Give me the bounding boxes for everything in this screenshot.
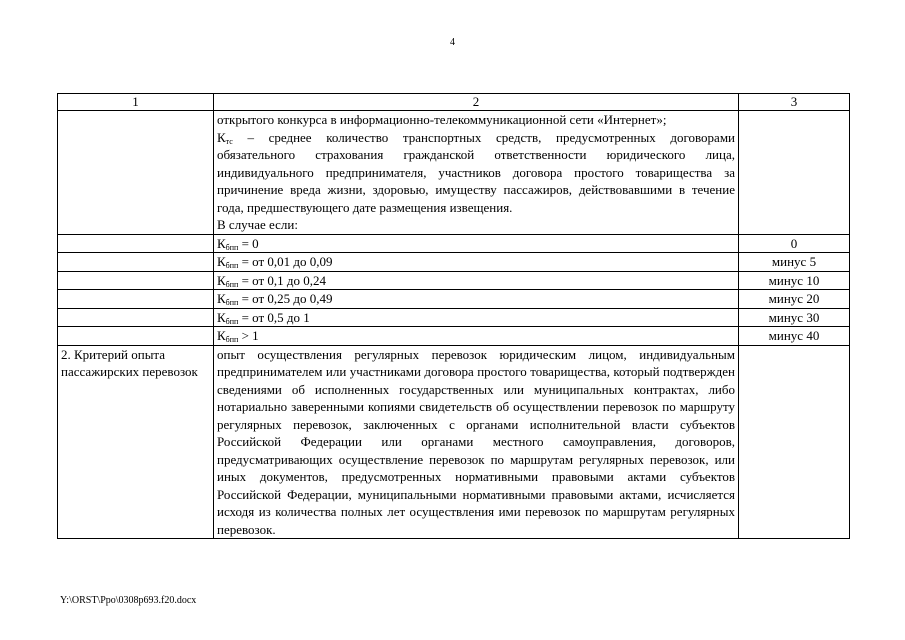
score-cell <box>739 345 850 539</box>
column-header-2: 2 <box>214 94 739 111</box>
score-cell: 0 <box>739 234 850 253</box>
k-symbol: К <box>217 309 226 325</box>
score-cell: минус 20 <box>739 290 850 309</box>
table-row <box>58 345 850 539</box>
condition-cell <box>214 253 739 272</box>
score-cell: минус 30 <box>739 308 850 327</box>
k-symbol: К <box>217 328 226 343</box>
empty-cell <box>58 308 214 327</box>
condition-row <box>58 290 850 309</box>
criteria-table <box>57 93 850 539</box>
document-file-path: Y:\ORST\Ppo\0308p693.f20.docx <box>60 595 197 606</box>
condition-text: = 0 <box>238 235 259 251</box>
condition-row <box>58 234 850 253</box>
k-subscript: бпп <box>225 242 239 252</box>
criterion-name-cell: 2. Критерий опыта пассажирских перевозок <box>58 345 214 539</box>
description-paragraph: открытого конкурса в информационно-телекоммуникационной сети «Интернет»; <box>217 112 667 127</box>
table-header-row <box>58 94 850 111</box>
score-cell <box>739 111 850 235</box>
criterion-description-cell: опыт осуществления регулярных перевозок юридическим лицом, индивидуальным предпринимателем или участниками договора простого товарищества, который подтвержден сведениями об исполненных государственных или муниципальных контрактах, либо нотариально заверенными копиями свидетельств об осуществлении перевозок по маршруту регулярных перевозок, заключенных с органами исполнительной власти субъектов Российской Федерации или органами местного самоуправления, договоров, предусматривающих осуществление перевозок по маршрутам регулярных перевозок, или иных документов, предусмотренных нормативными правовыми актами субъектов Российской Федерации, муниципальными нормативными правовыми актами, исчисляется исходя из количества полных лет осуществления ими перевозок по маршрутам регулярных перевозок. <box>214 345 739 539</box>
condition-cell <box>214 290 739 309</box>
condition-row <box>58 253 850 272</box>
condition-text: = от 0,25 до 0,49 <box>238 291 333 306</box>
condition-text: = от 0,5 до 1 <box>238 309 310 325</box>
k-symbol: К <box>217 129 226 145</box>
score-cell: минус 40 <box>739 327 850 346</box>
condition-cell <box>214 271 739 290</box>
page-number: 4 <box>450 37 455 48</box>
condition-row <box>58 271 850 290</box>
condition-cell <box>214 234 739 253</box>
score-cell: минус 10 <box>739 271 850 290</box>
condition-text: = от 0,1 до 0,24 <box>238 272 327 288</box>
k-definition: – среднее количество транспортных средств, предусмотренных договорами обязательного страхования гражданской ответственности юридического лица, индивидуального предпринимателя, участников договора простого товарищества за причинение вреда жизни, здоровью, имуществу пассажиров, действовавшими в течение года, предшествующего дате размещения извещения. <box>217 129 735 215</box>
k-subscript: бпп <box>225 279 239 289</box>
k-symbol: К <box>217 235 226 251</box>
empty-cell <box>58 253 214 272</box>
condition-text: > 1 <box>238 328 259 343</box>
empty-cell <box>58 290 214 309</box>
k-subscript: тс <box>225 136 233 146</box>
criterion-description-cell <box>214 111 739 235</box>
criterion-name-cell <box>58 111 214 235</box>
score-cell: минус 5 <box>739 253 850 272</box>
k-symbol: К <box>217 254 226 269</box>
k-subscript: бпп <box>225 261 239 270</box>
description-paragraph: В случае если: <box>217 217 298 232</box>
k-symbol: К <box>217 291 226 306</box>
k-subscript: бпп <box>225 335 239 344</box>
empty-cell <box>58 271 214 290</box>
column-header-3: 3 <box>739 94 850 111</box>
k-subscript: бпп <box>225 316 239 326</box>
description-paragraph <box>217 129 735 217</box>
k-symbol: К <box>217 272 226 288</box>
condition-row <box>58 308 850 327</box>
column-header-1: 1 <box>58 94 214 111</box>
condition-cell <box>214 327 739 346</box>
empty-cell <box>58 327 214 346</box>
condition-cell <box>214 308 739 327</box>
condition-text: = от 0,01 до 0,09 <box>238 254 333 269</box>
empty-cell <box>58 234 214 253</box>
condition-row <box>58 327 850 346</box>
k-subscript: бпп <box>225 298 239 307</box>
table-row <box>58 111 850 235</box>
